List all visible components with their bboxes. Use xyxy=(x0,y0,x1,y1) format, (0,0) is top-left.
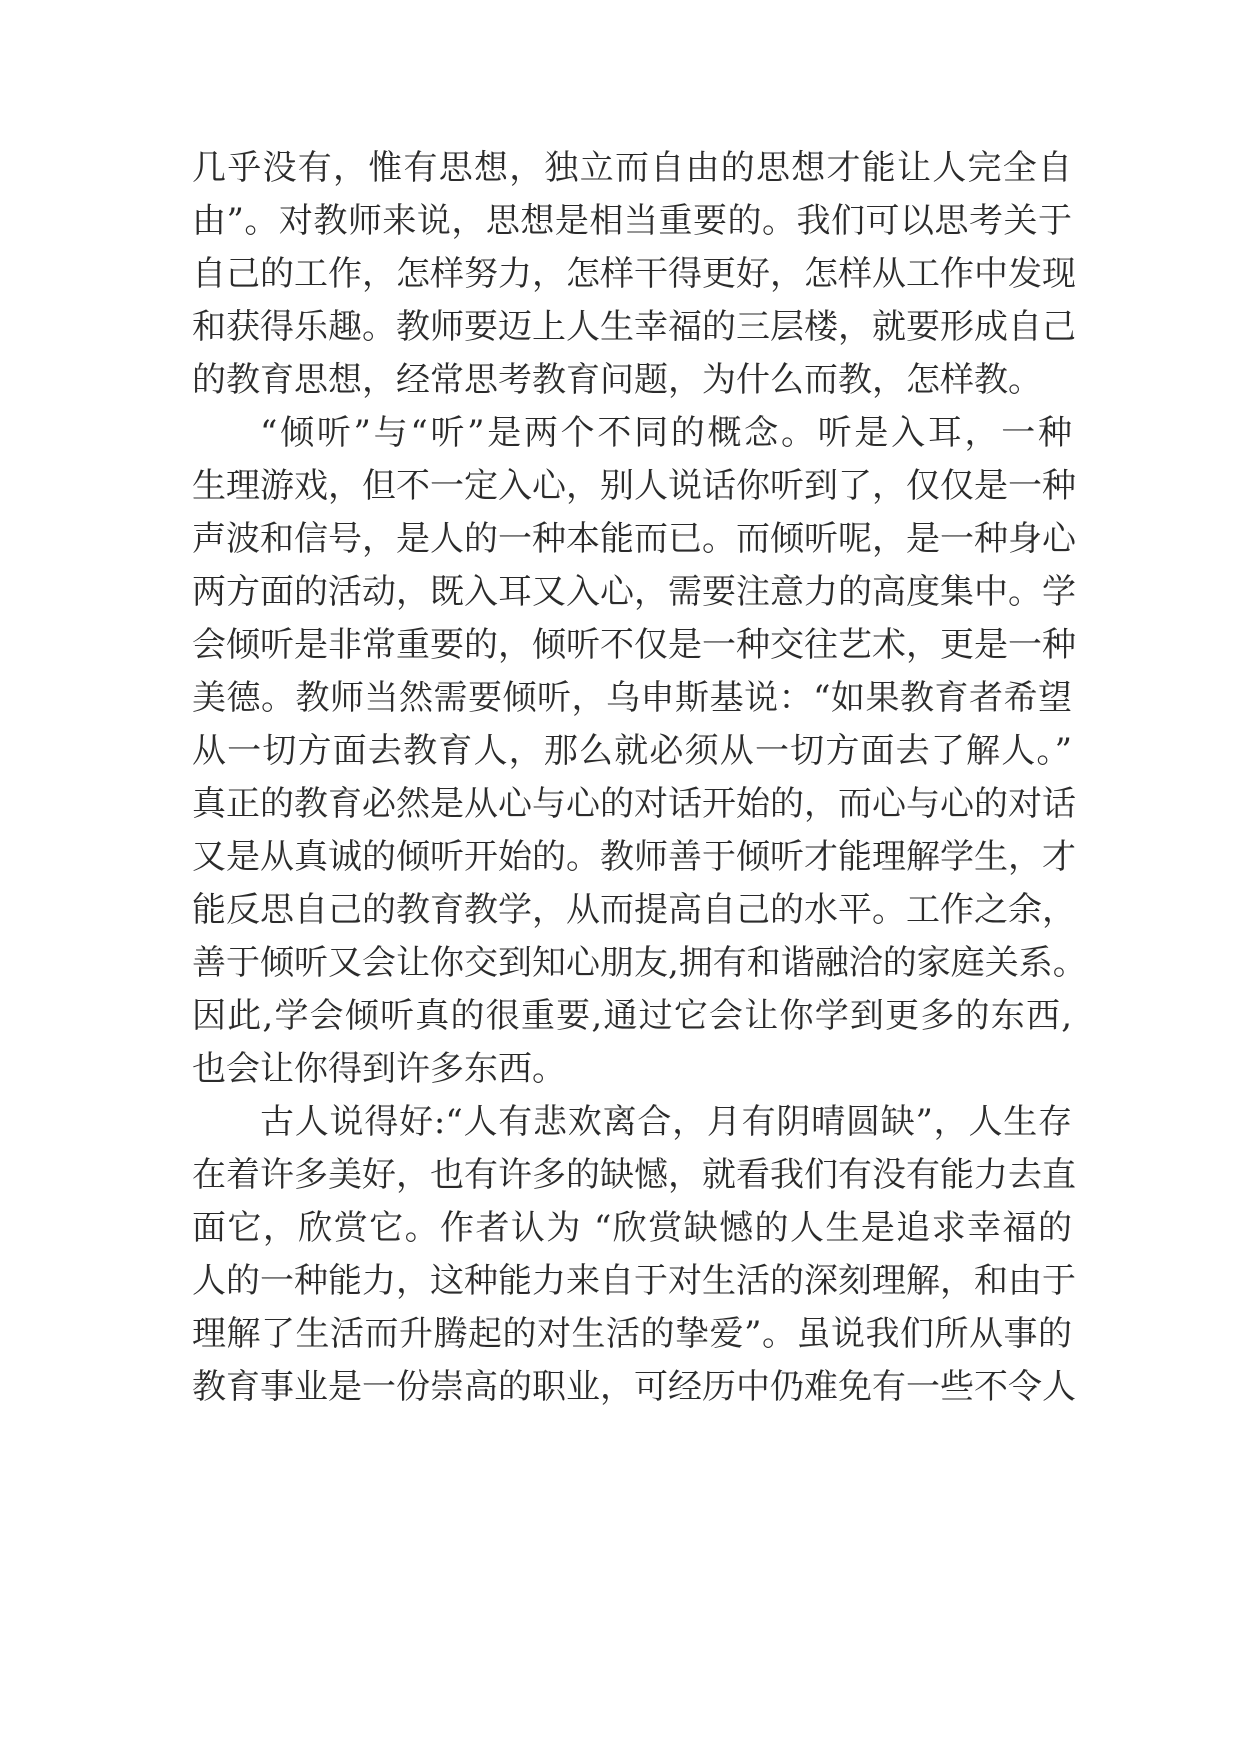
text-line: 面它，欣赏它。作者认为 “欣赏缺憾的人生是追求幸福的 xyxy=(192,1208,1072,1248)
text-line: 从一切方面去教育人，那么就必须从一切方面去了解人。” xyxy=(192,731,1072,771)
text-line: 也会让你得到许多东西。 xyxy=(192,1049,566,1089)
text-line: “倾听”与“听”是两个不同的概念。听是入耳，一种 xyxy=(260,413,1072,453)
text-line: 理解了生活而升腾起的对生活的挚爱”。虽说我们所从事的 xyxy=(192,1314,1072,1354)
text-line: 因此,学会倾听真的很重要,通过它会让你学到更多的东西, xyxy=(192,996,1072,1036)
text-line: 教育事业是一份崇高的职业，可经历中仍难免有一些不令人 xyxy=(192,1367,1076,1407)
text-line: 人的一种能力，这种能力来自于对生活的深刻理解，和由于 xyxy=(192,1261,1076,1301)
text-line: 生理游戏，但不一定入心，别人说话你听到了，仅仅是一种 xyxy=(192,466,1076,506)
text-line: 两方面的活动，既入耳又入心，需要注意力的高度集中。学 xyxy=(192,572,1076,612)
text-line: 会倾听是非常重要的，倾听不仅是一种交往艺术，更是一种 xyxy=(192,625,1076,665)
text-line: 能反思自己的教育教学，从而提高自己的水平。工作之余， xyxy=(192,890,1076,930)
text-line: 古人说得好:“人有悲欢离合，月有阴晴圆缺”，人生存 xyxy=(260,1102,1072,1142)
text-line: 真正的教育必然是从心与心的对话开始的，而心与心的对话 xyxy=(192,784,1076,824)
text-line: 声波和信号，是人的一种本能而已。而倾听呢，是一种身心 xyxy=(192,519,1076,559)
text-line: 自己的工作，怎样努力，怎样干得更好，怎样从工作中发现 xyxy=(192,254,1076,294)
text-line: 几乎没有，惟有思想，独立而自由的思想才能让人完全自 xyxy=(192,148,1072,188)
text-line: 又是从真诚的倾听开始的。教师善于倾听才能理解学生，才 xyxy=(192,837,1076,877)
text-line: 的教育思想，经常思考教育问题，为什么而教，怎样教。 xyxy=(192,360,1042,400)
text-line: 在着许多美好，也有许多的缺憾，就看我们有没有能力去直 xyxy=(192,1155,1076,1195)
text-line: 善于倾听又会让你交到知心朋友,拥有和谐融洽的家庭关系。 xyxy=(192,943,1087,983)
text-line: 由”。对教师来说，思想是相当重要的。我们可以思考关于 xyxy=(192,201,1072,241)
text-line: 美德。教师当然需要倾听，乌申斯基说：“如果教育者希望 xyxy=(192,678,1072,718)
text-line: 和获得乐趣。教师要迈上人生幸福的三层楼，就要形成自己 xyxy=(192,307,1076,347)
